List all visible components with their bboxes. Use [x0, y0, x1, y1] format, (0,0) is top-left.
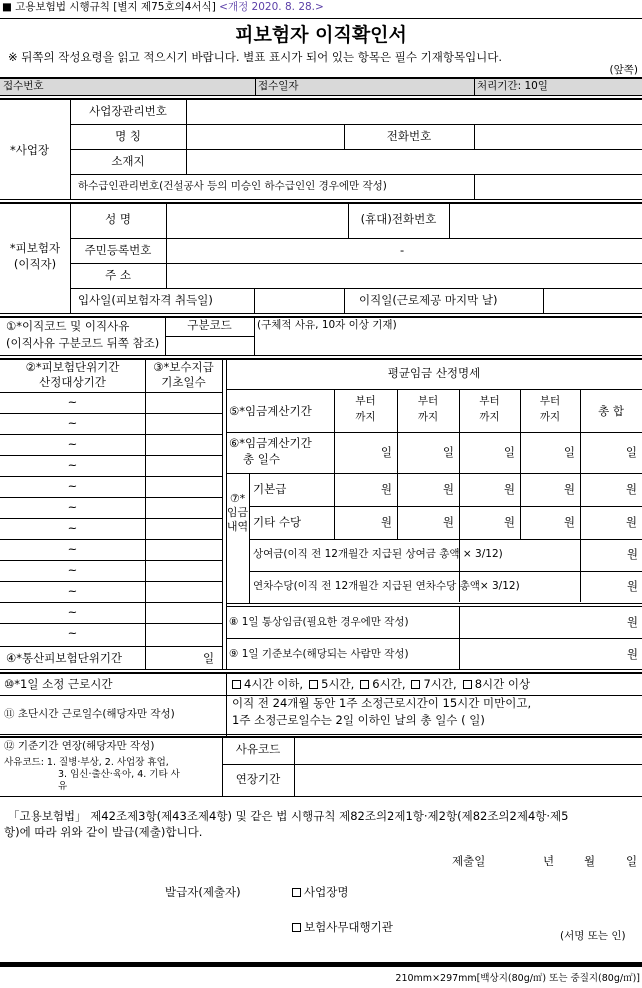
hours-option-label: 7시간, [423, 677, 457, 691]
extension-period-label: 연장기간 [235, 772, 281, 786]
period-row-tilde: ~ [67, 605, 78, 619]
checkbox-icon [411, 680, 420, 689]
period-row-days-input[interactable] [147, 478, 220, 496]
period-row-tilde: ~ [67, 395, 78, 409]
wage-period-from: 부터 [417, 395, 439, 407]
period-row-days-input[interactable] [147, 562, 220, 580]
issuer-label: 발급자(제출자) [165, 885, 241, 899]
workplace-mgmt-no-input[interactable] [188, 101, 640, 122]
standard-pay-won: 원 [626, 647, 638, 661]
extension-period-input[interactable] [296, 766, 640, 794]
reason-detail-label: (구체적 사유, 10자 이상 기재) [257, 319, 397, 331]
extension-code-label: 사유코드 [235, 742, 281, 756]
subcontract-input[interactable] [476, 176, 640, 197]
paper-spec: 210mm×297mm[백상지(80g/㎡) 또는 중질지(80g/㎡)] [395, 973, 640, 984]
reason-code-input[interactable] [167, 338, 252, 354]
ordinary-wage-won: 원 [626, 615, 638, 629]
period-row-tilde: ~ [67, 416, 78, 430]
submit-month: 월 [584, 854, 596, 868]
reason-detail-input[interactable] [256, 334, 640, 354]
workplace-name-input[interactable] [188, 126, 342, 147]
subcontract-label: 하수급인관리번호(건설공사 등의 미승인 하수급인인 경우에만 작성) [78, 180, 387, 192]
wage-title: 평균임금 산정명세 [387, 366, 481, 380]
checkbox-icon [292, 923, 301, 932]
page-title: 피보험자 이직확인서 [235, 24, 407, 46]
hours-option[interactable] [232, 677, 303, 691]
unit-period-label: ②*피보험단위기간 [25, 360, 120, 374]
workplace-phone-input[interactable] [476, 126, 640, 147]
form-source: ■ 고용보험법 시행규칙 [별지 제75호의4서식] <개정 2020. 8. 28.> [2, 1, 324, 13]
annual-leave-won: 원 [626, 579, 638, 593]
hire-date-label: 입사일(피보험자격 취득일) [78, 293, 213, 307]
extension-code-input[interactable] [296, 739, 640, 762]
reason-label: ①*이직코드 및 이직사유 [6, 319, 130, 333]
checkbox-icon [360, 680, 369, 689]
wage-breakdown-label: ⑦*임금내역 [226, 492, 249, 533]
wage-period-to: 까지 [539, 411, 561, 423]
workplace-address-input[interactable] [188, 151, 640, 172]
wage-period-to: 까지 [417, 411, 439, 423]
period-row-days-input[interactable] [147, 541, 220, 559]
wage-days-unit: 일 [442, 445, 454, 459]
period-row-days-input[interactable] [147, 394, 220, 412]
wage-days-unit: 일 [563, 445, 575, 459]
short-time-text-2: 1주 소정근로일수는 2일 이하인 날의 총 일수 ( 일) [232, 713, 485, 727]
period-row-days-input[interactable] [147, 520, 220, 538]
revision-date: <개정 2020. 8. 28.> [219, 1, 324, 13]
wage-days-unit: 일 [503, 445, 515, 459]
insured-address-input[interactable] [168, 265, 640, 286]
submit-day: 일 [626, 854, 638, 868]
insured-rrn-label: 주민등록번호 [84, 243, 152, 257]
extension-label: ⑫ 기준기간 연장(해당자만 작성) [4, 740, 155, 752]
processing-period: 처리기간: 10일 [477, 80, 548, 92]
period-row-tilde: ~ [67, 542, 78, 556]
checkbox-icon [463, 680, 472, 689]
checkbox-icon [309, 680, 318, 689]
hours-option-label: 5시간, [321, 677, 355, 691]
extension-codes-1: 사유코드: 1. 질병·부상, 2. 사업장 휴업, [4, 757, 169, 768]
reason-code-label: 구분코드 [187, 318, 232, 332]
total-unit-period-unit: 일 [203, 651, 215, 665]
submit-year: 년 [543, 854, 555, 868]
hours-option-label: 8시간 이상 [474, 677, 531, 691]
wage-won-unit: 원 [563, 515, 575, 529]
issuer-option-workplace[interactable]: 사업장명 [292, 886, 348, 900]
checkbox-icon [232, 680, 241, 689]
period-row-tilde: ~ [67, 626, 78, 640]
wage-days-unit: 일 [380, 445, 392, 459]
hours-option[interactable] [309, 677, 354, 691]
period-row-tilde: ~ [67, 500, 78, 514]
checkbox-icon [292, 888, 301, 897]
signature-label: (서명 또는 인) [560, 930, 626, 942]
period-row-tilde: ~ [67, 563, 78, 577]
wage-total-label: 총 합 [598, 404, 624, 418]
insured-mobile-label: (휴대)전화번호 [360, 212, 437, 226]
wage-won-unit: 원 [442, 482, 454, 496]
wage-period-from: 부터 [539, 395, 561, 407]
daily-hours-label: ⑩*1일 소정 근로시간 [4, 677, 113, 691]
wage-won-unit: 원 [380, 482, 392, 496]
notice-text: ※ 뒤쪽의 작성요령을 읽고 적으시기 바랍니다. 별표 표시가 되어 있는 항목은 필수 기재항목입니다. [8, 50, 503, 64]
unit-period-sublabel: 산정대상기간 [39, 375, 106, 389]
extension-codes-2: 3. 임신·출산·육아, 4. 기타 사 [58, 769, 180, 780]
leave-date-label: 이직일(근로제공 마지막 날) [359, 293, 498, 307]
hours-option[interactable] [411, 677, 456, 691]
extension-codes-3: 유 [58, 781, 68, 792]
period-row-tilde: ~ [67, 479, 78, 493]
hours-option-label: 4시간 이하, [244, 677, 304, 691]
wage-days-label: ⑥*임금계산기간 [229, 436, 312, 450]
leave-date-input[interactable] [545, 290, 640, 311]
footer-rule [0, 962, 642, 967]
submit-date-label: 제출일 [452, 854, 486, 868]
insured-mobile-input[interactable] [451, 205, 640, 236]
hours-option-label: 6시간, [372, 677, 406, 691]
short-time-label: ⑪ 초단시간 근로일수(해당자만 작성) [4, 708, 175, 720]
receipt-number-label: 접수번호 [3, 80, 44, 92]
annual-leave-label: 연차수당(이직 전 12개월간 지급된 연차수당 총액× 3/12) [253, 580, 520, 592]
insured-address-label: 주 소 [105, 268, 131, 282]
other-allowance-label: 기타 수당 [253, 515, 302, 529]
period-row-days-input[interactable] [147, 457, 220, 475]
hours-option[interactable] [463, 677, 530, 691]
pay-days-label: ③*보수지급 [153, 360, 214, 374]
wage-period-label: ⑤*임금계산기간 [229, 404, 312, 418]
insured-rrn-input[interactable] [168, 240, 640, 261]
period-row-days-input[interactable] [147, 583, 220, 601]
insured-rrn-dash: - [400, 243, 405, 257]
period-row-days-input[interactable] [147, 415, 220, 433]
pay-days-sublabel: 기초일수 [161, 375, 206, 389]
ordinary-wage-label: ⑧ 1일 통상임금(필요한 경우에만 작성) [229, 616, 409, 628]
insured-section-label: *피보험자 [9, 241, 61, 255]
workplace-section-label: *사업장 [10, 143, 50, 157]
wage-period-from: 부터 [479, 395, 500, 407]
statement-line-1: 「고용보험법」 제42조제3항(제43조제4항) 및 같은 법 시행규칙 제82조의2제1항·제2항(제82조의2제4항·제5 [8, 809, 569, 823]
page-side: (앞쪽) [609, 64, 638, 76]
bonus-won: 원 [626, 547, 638, 561]
period-row-tilde: ~ [67, 521, 78, 535]
statement-line-2: 항)에 따라 위와 같이 발급(제출)합니다. [4, 825, 203, 839]
wage-won-unit: 원 [563, 482, 575, 496]
issuer-option-agency[interactable]: 보험사무대행기관 [292, 921, 393, 935]
wage-days-unit: 일 [625, 445, 637, 459]
wage-period-from: 부터 [355, 395, 376, 407]
workplace-name-label: 명 칭 [115, 129, 141, 143]
period-row-days-input[interactable] [147, 499, 220, 517]
workplace-mgmt-no-label: 사업장관리번호 [89, 104, 167, 118]
reason-sublabel: (이직사유 구분코드 뒤쪽 참조) [6, 336, 160, 350]
wage-won-unit: 원 [503, 482, 515, 496]
period-row-tilde: ~ [67, 584, 78, 598]
period-row-days-input[interactable] [147, 625, 220, 643]
base-pay-label: 기본급 [253, 482, 287, 496]
daily-hours-options [232, 678, 536, 692]
insured-name-label: 성 명 [105, 212, 131, 226]
period-row-tilde: ~ [67, 437, 78, 451]
standard-pay-label: ⑨ 1일 기준보수(해당되는 사람만 작성) [229, 648, 409, 660]
period-row-days-input[interactable] [147, 604, 220, 622]
wage-won-unit: 원 [503, 515, 515, 529]
workplace-phone-label: 전화번호 [386, 129, 432, 143]
workplace-address-label: 소재지 [111, 154, 145, 168]
insured-name-input[interactable] [168, 205, 346, 236]
hire-date-input[interactable] [256, 290, 342, 311]
total-unit-period-label: ④*통산피보험단위기간 [6, 651, 123, 665]
wage-won-unit: 원 [625, 482, 637, 496]
wage-won-unit: 원 [442, 515, 454, 529]
period-row-tilde: ~ [67, 458, 78, 472]
insured-section-sublabel: (이직자) [13, 257, 57, 271]
period-row-days-input[interactable] [147, 436, 220, 454]
short-time-text-1: 이직 전 24개월 동안 1주 소정근로시간이 15시간 미만이고, [232, 696, 532, 710]
wage-period-to: 까지 [479, 411, 500, 423]
bonus-label: 상여금(이직 전 12개월간 지급된 상여금 총액 × 3/12) [253, 548, 503, 560]
wage-won-unit: 원 [625, 515, 637, 529]
receipt-date-label: 접수일자 [258, 80, 299, 92]
wage-won-unit: 원 [380, 515, 392, 529]
hours-option[interactable] [360, 677, 405, 691]
wage-period-to: 까지 [355, 411, 376, 423]
wage-days-sublabel: 총 일수 [243, 452, 280, 466]
